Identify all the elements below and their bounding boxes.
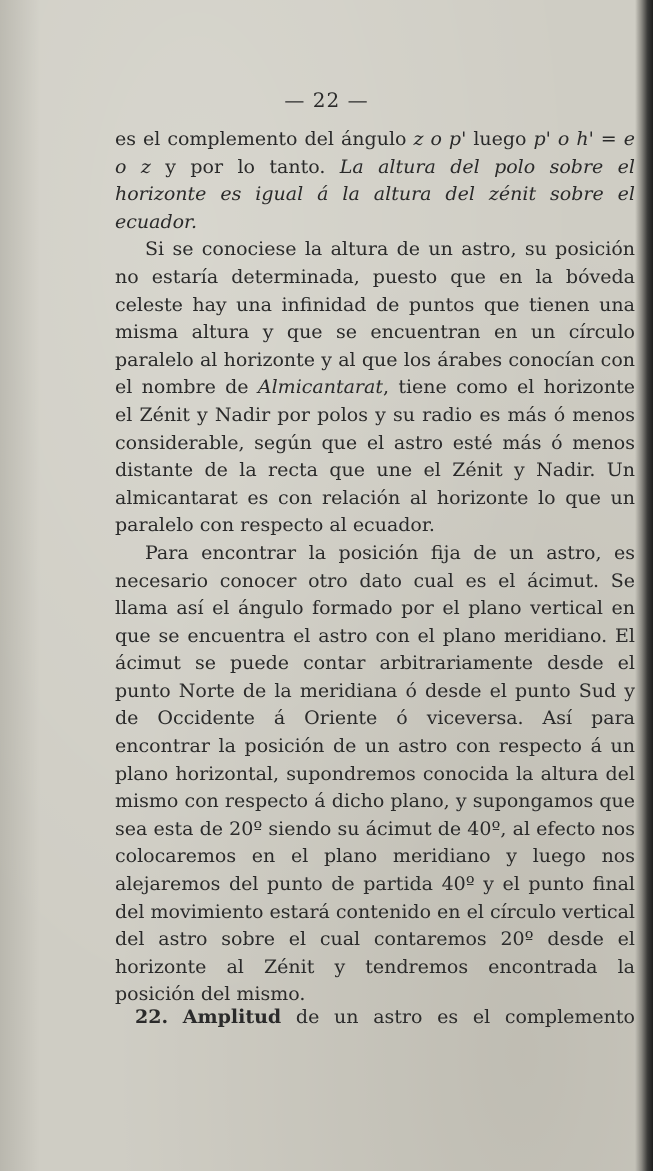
paragraph-3: Para encontrar la posición fija de un astro, es necesario conocer otro dato cual es el ácimut. Se llama así el ángulo formado por el plano vertical en que se encuentra el astro con el plano meridiano. El ácimut se puede contar arbitrariamente desde el punto Norte de la meridiana ó desde el punto Sud y de Occidente á Oriente ó viceversa. Así para encontrar la posición de un astro con respecto á un plano horizontal, supondremos conocida la altura del mismo con respecto á dicho plano, y supongamos que sea esta de 20º siendo su ácimut de 40º, al efecto nos colocaremos en el plano meridiano y luego nos alejaremos del punto de partida 40º y el punto final del movimiento estará contenido en el círculo vertical del astro sobre el cual contaremos 20º desde el horizonte al Zénit y tendremos encontrada la posición del mismo. [115,541,635,1006]
page-number: — 22 — [284,88,369,112]
paragraph-2: Si se conociese la altura de un astro, su posición no estaría determinada, puesto que en la bóveda celeste hay una infinidad de puntos que tienen una misma altura y que se encuentran en un círculo paralelo al horizonte y al que los árabes conocían con el nombre de Almicantarat, tiene como el horizonte el Zénit y Nadir por polos y su radio es más ó menos considerable, según que el astro esté más ó menos distante de la recta que une el Zénit y Nadir. Un almicantarat es con relación al horizonte lo que un paralelo con respecto al ecuador. [115,238,635,537]
section-22 [135,1004,635,1032]
angle-poh: p' o h' [533,128,594,150]
key-statement: La altura del polo sobre el horizonte es igual á la altura del zénit sobre el ecuador. [115,155,635,233]
angle-zop: z o p' [413,128,467,150]
section-text: de un astro es el complemento [281,1006,635,1028]
angle-eoz: e o z [115,128,635,178]
page-binding-edge [635,0,653,1171]
paragraph-1: es el complemento del ángulo z o p' luego p' o h' = e o z y por lo tanto. La altura del polo sobre el horizonte es igual á la altura del zénit sobre el ecuador. [115,128,635,233]
body-text [115,126,635,1009]
term-almicantarat: Almicantarat [257,376,383,399]
section-heading: Amplitud [182,1006,282,1028]
page-left-shade [0,0,40,1171]
section-number: 22. [135,1006,169,1028]
